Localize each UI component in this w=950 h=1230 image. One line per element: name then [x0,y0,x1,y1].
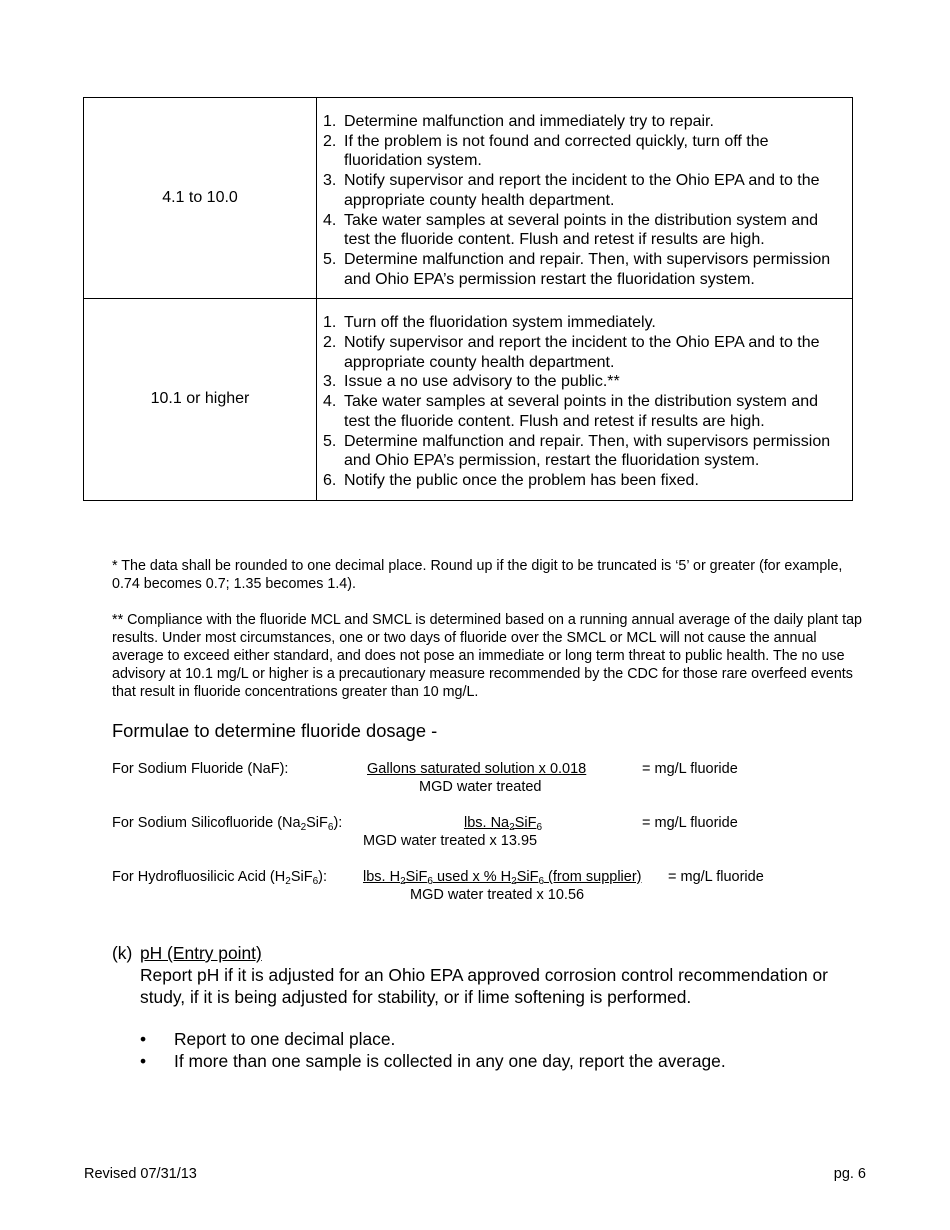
list-item: 5. Determine malfunction and repair. Then, with supervisors permission and Ohio EPA’s permission restart the fluoridation system. [323,250,831,288]
table-row [84,98,853,299]
section-letter: (k) [112,943,133,963]
formula-result: = mg/L fluoride [668,869,764,885]
list-item: 5. Determine malfunction and repair. Then, with supervisors permission and Ohio EPA’s permission, restart the fluoridation system. [323,432,831,470]
action-list [323,313,844,490]
range-cell: 10.1 or higher [84,299,317,500]
range-cell: 4.1 to 10.0 [84,98,317,299]
actions-cell [317,98,853,299]
formula-numerator: lbs. $Na_2SiF_6$ [463,815,542,833]
fluoride-response-table [83,97,853,501]
list-item: • If more than one sample is collected in any one day, report the average. [140,1051,726,1071]
compliance-footnote: ** Compliance with the fluoride MCL and SMCL is determined based on a running annual average of the daily plant tap results. Under most circumstances, one or two days of fluoride over the SMCL or MCL will not cause the annual average to exceed either standard, and does not pose an immediate or long term threat to public health. The no use advisory at 10.1 mg/L or higher is a precautionary measure recommended by the CDC for those rare overfeed events that result in fluoride concentrations greater than 10 mg/L. [112,612,862,700]
bullet-icon: • [140,1051,147,1071]
bullet-list [112,1028,872,1072]
list-item: 3. Issue a no use advisory to the public.** [323,373,620,391]
formula-result: = mg/L fluoride [642,815,738,831]
section-k-ph [112,942,872,1072]
actions-cell [317,299,853,500]
list-item: 2. If the problem is not found and corrected quickly, turn off the fluoridation system. [323,132,769,170]
list-item: 6. Notify the public once the problem has been fixed. [323,471,699,489]
section-title: pH (Entry point) [140,943,262,963]
section-body: Report pH if it is adjusted for an Ohio EPA approved corrosion control recommendation or study, if it is being adjusted for stability, or if lime softening is performed. [140,965,828,1007]
revision-date: Revised 07/31/13 [84,1166,197,1182]
formula-label: For Sodium Fluoride (NaF): [112,761,289,777]
list-item: 2. Notify supervisor and report the incident to the Ohio EPA and to the appropriate county health department. [323,334,820,371]
list-item: 1. Determine malfunction and immediately try to repair. [323,113,714,130]
action-list [323,112,844,289]
formula-denominator: MGD water treated [419,779,542,795]
formula-numerator: lbs. $H_2SiF_6$ used x % $H_2SiF_6$ (from supplier) [363,869,642,887]
formula-denominator: MGD water treated x 10.56 [410,887,585,903]
formulae-heading: Formulae to determine fluoride dosage - [112,720,438,741]
formula-denominator: MGD water treated x 13.95 [363,833,538,849]
section-heading [112,942,872,964]
formula-numerator: Gallons saturated solution x 0.018 [367,761,587,777]
list-item: 4. Take water samples at several points in the distribution system and test the fluoride content. Flush and retest if results are high. [323,211,819,249]
page-number: pg. 6 [833,1166,866,1182]
formula-result: = mg/L fluoride [642,761,738,777]
list-item: 4. Take water samples at several points in the distribution system and test the fluoride content. Flush and retest if results are high. [323,393,819,430]
rounding-footnote: * The data shall be rounded to one decimal place. Round up if the digit to be truncated is ‘5’ or greater (for example, 0.74 becomes 0.7; 1.35 becomes 1.4). [112,558,843,592]
bullet-icon: • [140,1029,147,1049]
formula-label: For Hydrofluosilicic Acid $(H_2SiF_6)$: [112,869,327,887]
formula-label: For Sodium Silicofluoride $(Na_2SiF_6)$: [112,815,343,833]
table-row [84,299,853,500]
list-item: 1. Turn off the fluoridation system immediately. [323,314,656,332]
list-item: • Report to one decimal place. [140,1029,396,1049]
list-item: 3. Notify supervisor and report the incident to the Ohio EPA and to the appropriate county health department. [323,172,820,209]
